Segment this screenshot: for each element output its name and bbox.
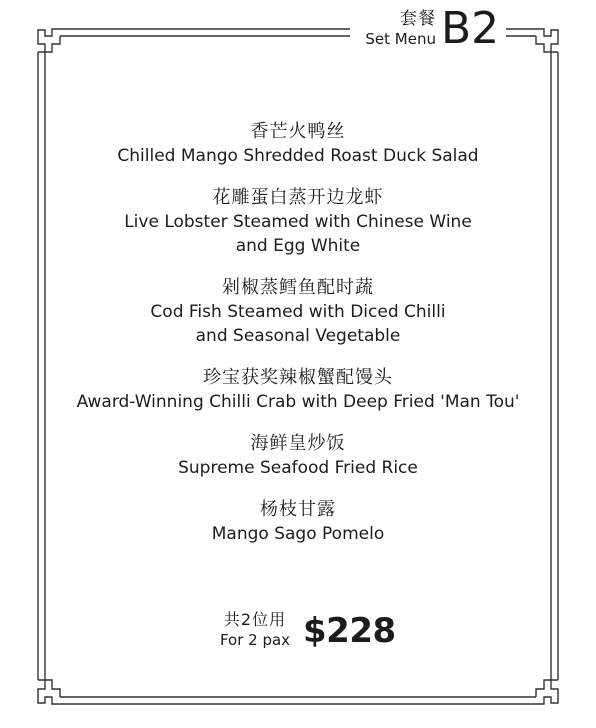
course-name-en: Chilled Mango Shredded Roast Duck Salad [117,146,479,166]
price-value: $228 [303,611,396,651]
pax-info [210,610,300,650]
course-item [45,498,551,546]
price-block [45,608,551,658]
set-menu-code: B2 [441,3,500,54]
course-item [45,276,551,348]
course-name-en: Mango Sago Pomelo [211,524,385,544]
course-item [45,120,551,168]
set-menu-label-en: Set Menu [365,30,436,48]
course-name-zh: 杨枝甘露 [260,499,336,520]
pax-label-en: For 2 pax [219,631,291,649]
course-name-zh: 香芒火鸭丝 [250,121,346,142]
course-item [45,186,551,258]
course-name-zh: 花雕蛋白蒸开边龙虾 [212,187,384,208]
pax-label-zh: 共2位用 [223,610,287,629]
set-menu-label [356,8,436,48]
course-name-zh: 剁椒蒸鳕鱼配时蔬 [222,277,374,298]
course-list [45,120,551,564]
set-menu-label-zh: 套餐 [400,9,436,29]
course-name-en: Cod Fish Steamed with Diced Chilli and Seasonal Vegetable [150,302,446,346]
course-name-en: Award-Winning Chilli Crab with Deep Fried 'Man Tou' [76,392,520,412]
course-name-en: Live Lobster Steamed with Chinese Wine and Egg White [124,212,472,256]
course-name-zh: 海鲜皇炒饭 [250,433,346,454]
course-item [45,366,551,414]
course-name-zh: 珍宝获奖辣椒蟹配馒头 [203,367,393,388]
course-item [45,432,551,480]
course-name-en: Supreme Seafood Fried Rice [178,458,418,478]
